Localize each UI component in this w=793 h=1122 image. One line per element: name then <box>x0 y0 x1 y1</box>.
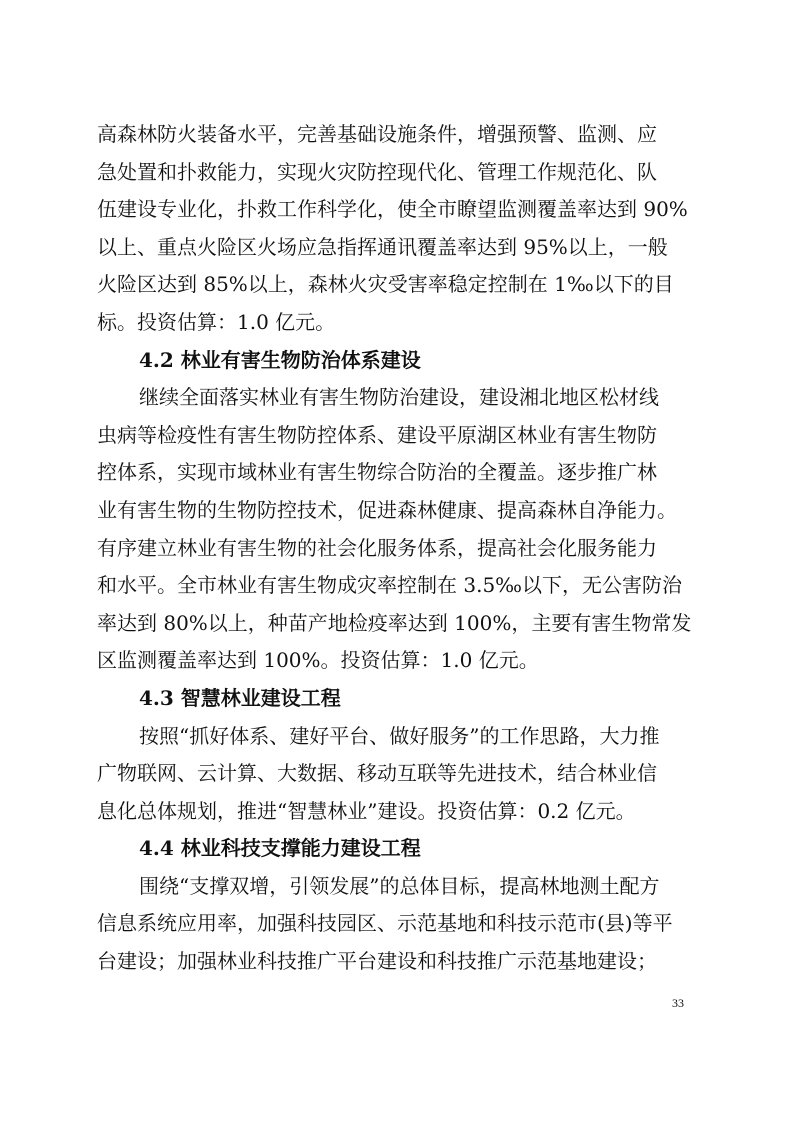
paragraph-line: 火险区达到 85%以上，森林火灾受害率稳定控制在 1‰以下的目 <box>97 272 674 297</box>
paragraph-line: 标。投资估算：1.0 亿元。 <box>97 309 336 334</box>
paragraph-line: 控体系，实现市域林业有害生物综合防治的全覆盖。逐步推广林 <box>97 460 657 485</box>
section-heading-4-2: 4.2 林业有害生物防治体系建设 <box>139 347 421 372</box>
paragraph-line: 虫病等检疫性有害生物防控体系、建设平原湖区林业有害生物防 <box>97 422 657 447</box>
paragraph-line: 有序建立林业有害生物的社会化服务体系，提高社会化服务能力 <box>97 535 657 560</box>
page-number: 33 <box>672 996 684 1010</box>
section-heading-4-4: 4.4 林业科技支撑能力建设工程 <box>139 836 421 861</box>
paragraph-line: 广物联网、云计算、大数据、移动互联等先进技术，结合林业信 <box>97 761 657 786</box>
paragraph-line: 息化总体规划，推进“智慧林业”建设。投资估算：0.2 亿元。 <box>97 798 636 823</box>
paragraph-line: 业有害生物的生物防控技术，促进森林健康、提高森林自净能力。 <box>97 497 677 522</box>
paragraph-line: 高森林防火装备水平，完善基础设施条件，增强预警、监测、应 <box>97 122 657 146</box>
paragraph-line: 率达到 80%以上，种苗产地检疫率达到 100%，主要有害生物常发 <box>97 610 692 635</box>
paragraph-line: 伍建设专业化，扑救工作科学化，使全市瞭望监测覆盖率达到 90% <box>97 197 688 222</box>
paragraph-line: 以上、重点火险区火场应急指挥通讯覆盖率达到 95%以上，一般 <box>97 234 668 259</box>
section-heading-4-3: 4.3 智慧林业建设工程 <box>139 685 341 710</box>
paragraph-line: 急处置和扑救能力，实现火灾防控现代化、管理工作规范化、队 <box>97 159 657 184</box>
paragraph-line: 信息系统应用率，加强科技园区、示范基地和科技示范市(县)等平 <box>97 911 673 936</box>
paragraph-line: 继续全面落实林业有害生物防治建设，建设湘北地区松材线 <box>139 385 659 410</box>
paragraph-line: 按照“抓好体系、建好平台、做好服务”的工作思路，大力推 <box>139 723 660 748</box>
document-body <box>97 116 706 981</box>
paragraph-line: 台建设；加强林业科技推广平台建设和科技推广示范基地建设； <box>97 949 657 974</box>
paragraph-line: 和水平。全市林业有害生物成灾率控制在 3.5‰以下，无公害防治 <box>97 573 682 598</box>
paragraph-line: 围绕“支撑双增，引领发展”的总体目标，提高林地测土配方 <box>139 873 660 898</box>
paragraph-line: 区监测覆盖率达到 100%。投资估算：1.0 亿元。 <box>97 648 539 673</box>
